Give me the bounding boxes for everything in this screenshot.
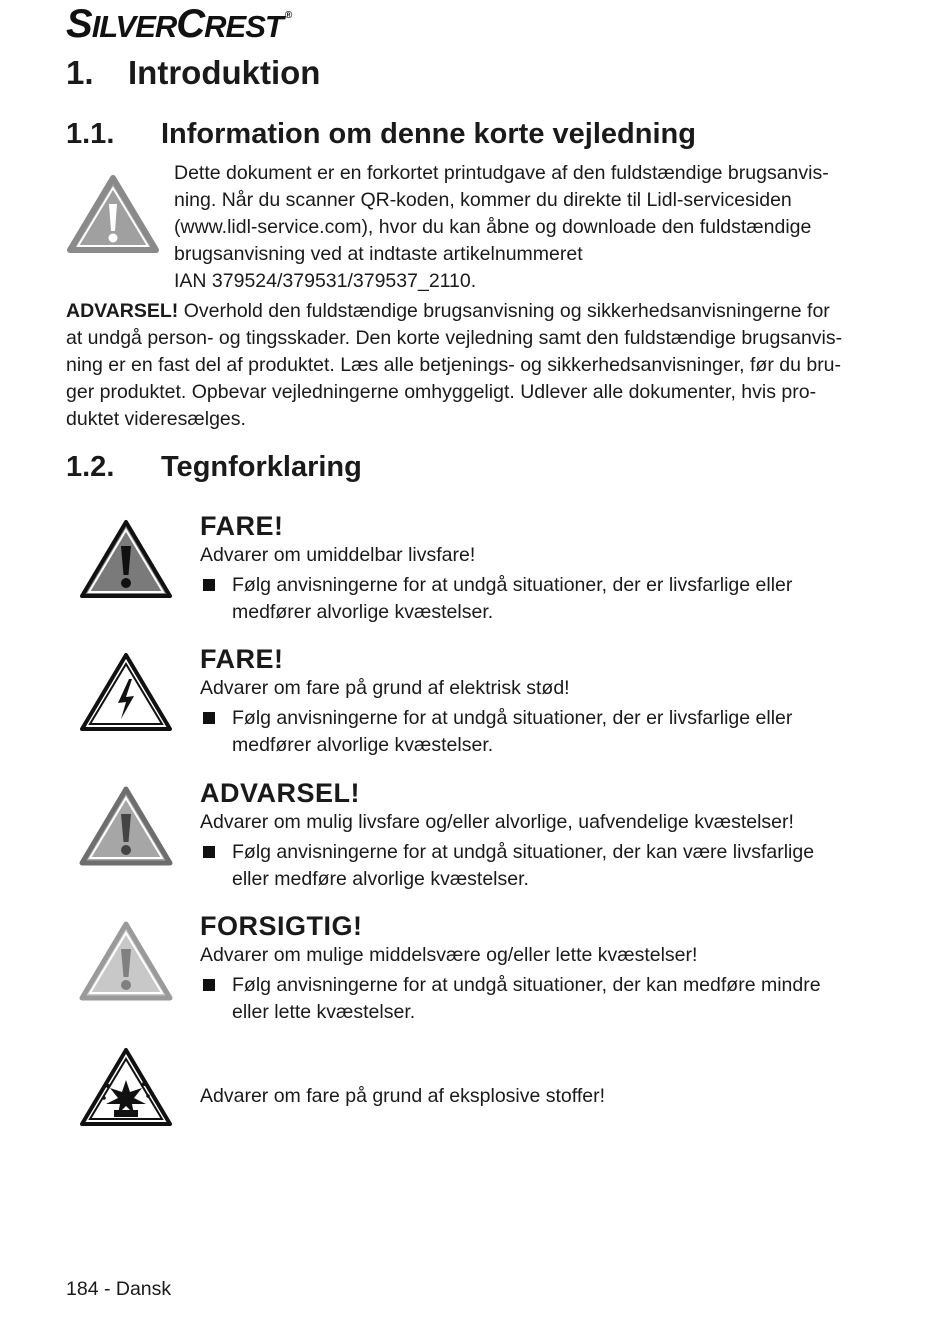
warning-line [66, 298, 856, 325]
bullet-line: eller medføre alvorlige kvæstelser. [232, 868, 529, 890]
warning-exclamation-icon [66, 174, 160, 254]
warning-label: ADVARSEL! [66, 300, 179, 322]
legend-bullet [200, 972, 872, 1026]
intro-line: ning. Når du scanner QR-koden, kommer du direkte til Lidl-servicesiden [174, 189, 792, 211]
logo-letters: REST [204, 9, 283, 44]
legend-bullet [200, 839, 872, 893]
caution-exclamation-icon [78, 920, 174, 1002]
legend-item-caution [200, 910, 880, 1026]
warning-line: duktet videresælges. [66, 408, 246, 430]
page-footer: 184 - Dansk [66, 1278, 172, 1300]
legend-item-electric [200, 643, 880, 759]
legend-description: Advarer om umiddelbar livsfare! [200, 544, 476, 566]
legend-bullet [200, 572, 872, 626]
logo-letters: ILVER [91, 9, 177, 44]
legend-title: FARE! [200, 644, 284, 674]
silvercrest-logo [66, 2, 292, 46]
section-heading-1 [66, 54, 320, 92]
bullet-line: Følg anvisningerne for at undgå situationer, der er livsfarlige eller [232, 574, 793, 596]
intro-line: brugsanvisning ved at indtaste artikelnummeret [174, 243, 583, 265]
explosive-icon [78, 1046, 174, 1128]
legend-description: Advarer om fare på grund af eksplosive stoffer! [200, 1085, 606, 1107]
legend-title: FORSIGTIG! [200, 911, 363, 941]
bullet-square-icon [203, 712, 215, 724]
legend-description: Advarer om mulige middelsvære og/eller lette kvæstelser! [200, 944, 698, 966]
section-heading-1-2 [66, 451, 362, 484]
warning-exclamation-icon [78, 785, 174, 867]
legend-title: FARE! [200, 511, 284, 541]
intro-paragraph [174, 160, 864, 295]
legend-item-warning [200, 777, 880, 893]
bullet-square-icon [203, 979, 215, 991]
section-number: 1.1. [66, 118, 115, 150]
legend-title: ADVARSEL! [200, 778, 361, 808]
logo-letter: S [66, 2, 92, 46]
intro-line: IAN 379524/379531/379537_2110. [174, 270, 477, 292]
legend-description: Advarer om mulig livsfare og/eller alvorlige, uafvendelige kvæstelser! [200, 811, 794, 833]
warning-line: ning er en fast del af produktet. Læs alle betjenings- og sikkerhedsanvisninger, før du bru- [66, 354, 842, 376]
warning-line: ger produktet. Opbevar vejledningerne omhyggeligt. Udlever alle dokumenter, hvis pro- [66, 381, 817, 403]
bullet-square-icon [203, 846, 215, 858]
warning-line: at undgå person- og tingsskader. Den korte vejledning samt den fuldstændige brugsanvis- [66, 327, 843, 349]
legend-bullet [200, 705, 872, 759]
bullet-line: Følg anvisningerne for at undgå situationer, der kan medføre mindre [232, 974, 821, 996]
section-number: 1.2. [66, 451, 115, 483]
legend-item-danger [200, 510, 880, 626]
legend-item-explosive [200, 1083, 880, 1110]
electric-shock-icon [78, 651, 174, 733]
section-heading-1-1 [66, 118, 696, 151]
intro-line: (www.lidl-service.com), hvor du kan åbne og downloade den fuldstændige [174, 216, 812, 238]
warning-paragraph [66, 298, 856, 433]
warning-text: Overhold den fuldstændige brugsanvisning og sikkerhedsanvisningerne for [178, 300, 830, 322]
section-title: Introduktion [128, 54, 321, 91]
section-title: Information om denne korte vejledning [161, 118, 696, 150]
bullet-line: Følg anvisningerne for at undgå situationer, der er livsfarlige eller [232, 707, 793, 729]
registered-mark: ® [284, 10, 292, 21]
intro-line: Dette dokument er en forkortet printudgave af den fuldstændige brugsanvis- [174, 162, 829, 184]
bullet-line: medfører alvorlige kvæstelser. [232, 601, 494, 623]
bullet-line: medfører alvorlige kvæstelser. [232, 734, 494, 756]
bullet-line: Følg anvisningerne for at undgå situationer, der kan være livsfarlige [232, 841, 815, 863]
legend-description: Advarer om fare på grund af elektrisk stød! [200, 677, 570, 699]
section-title: Tegnforklaring [161, 451, 362, 483]
danger-exclamation-icon [78, 518, 174, 600]
bullet-square-icon [203, 579, 215, 591]
logo-letter: C [176, 2, 205, 46]
bullet-line: eller lette kvæstelser. [232, 1001, 416, 1023]
section-number: 1. [66, 54, 94, 91]
